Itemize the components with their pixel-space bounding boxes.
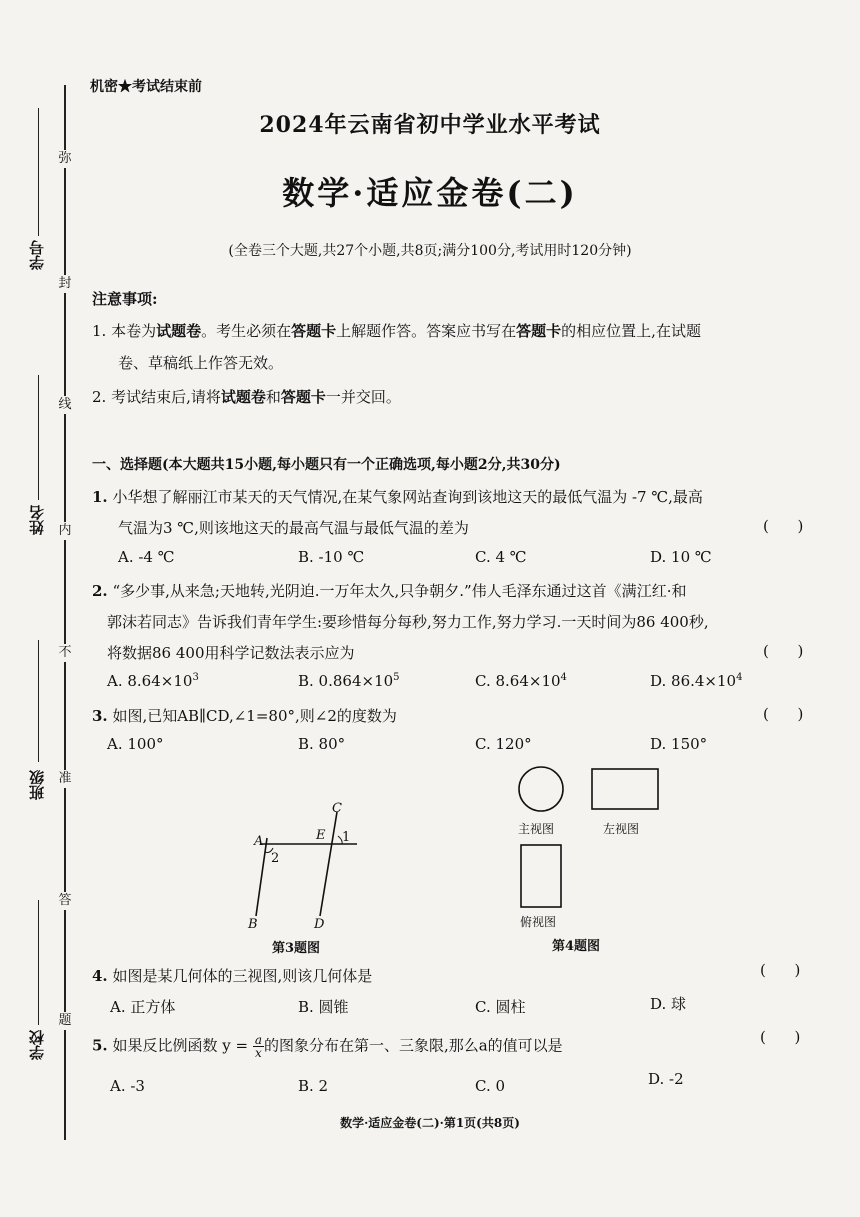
- point-d-label: D: [314, 917, 325, 932]
- option-d: D. 150°: [650, 735, 708, 753]
- seal-char: 准: [56, 770, 74, 788]
- confidential-mark: 机密★考试结束前: [90, 79, 202, 95]
- fraction-denominator: x: [255, 1046, 262, 1060]
- question-2-line3: 将数据86 400用科学记数法表示应为: [107, 644, 355, 662]
- fraction-numerator: a: [254, 1033, 262, 1047]
- answer-blank[interactable]: ( ): [763, 705, 804, 723]
- seal-char: 题: [56, 1012, 74, 1030]
- option-exponent: 4: [736, 672, 743, 683]
- question-number: 2.: [92, 582, 108, 600]
- option-exponent: 3: [192, 672, 199, 683]
- option-b: B. 80°: [298, 735, 346, 753]
- option-a: A. 100°: [107, 735, 164, 753]
- label-student-id: 学号: [28, 240, 46, 270]
- option-a: A. 正方体: [110, 998, 176, 1016]
- option-d: D. -2: [648, 1070, 684, 1088]
- fill-line-name: [38, 375, 39, 500]
- option-d: [650, 672, 742, 690]
- angle-1-label: 1: [342, 830, 351, 845]
- option-c: [475, 672, 567, 690]
- option-text: A. 8.64×10: [107, 672, 193, 690]
- notice-item-2: [92, 386, 401, 407]
- option-b: B. -10 ℃: [298, 548, 365, 566]
- question-2: [92, 580, 686, 601]
- question-number: 1.: [92, 488, 108, 506]
- notice-text: 。考生必须在: [201, 322, 292, 340]
- exam-title: 2024年云南省初中学业水平考试: [259, 112, 601, 138]
- option-d: D. 10 ℃: [650, 548, 712, 566]
- label-class: 班级: [28, 770, 46, 800]
- notice-text: 和: [265, 388, 281, 406]
- question-text: 如果反比例函数 y =: [112, 1036, 253, 1055]
- answer-blank[interactable]: ( ): [760, 961, 801, 979]
- option-exponent: 4: [560, 672, 567, 683]
- point-b-label: B: [248, 917, 258, 932]
- point-c-label: C: [332, 801, 342, 816]
- point-e-label: E: [316, 828, 326, 843]
- question-1: [92, 486, 703, 507]
- question-text: 的图象分布在第一、三象限,那么a的值可以是: [263, 1036, 563, 1055]
- option-text: B. 0.864×10: [298, 672, 394, 690]
- option-text: C. 8.64×10: [475, 672, 561, 690]
- notice-text: 2. 考试结束后,请将: [92, 388, 221, 406]
- exam-note: (全卷三个大题,共27个小题,共8页;满分100分,考试用时120分钟): [228, 243, 632, 259]
- front-view-circle: [519, 767, 563, 811]
- figure-3-caption: 第3题图: [272, 941, 321, 956]
- section-heading: 一、选择题(本大题共15小题,每小题只有一个正确选项,每小题2分,共30分): [92, 457, 561, 473]
- fill-line-class: [38, 640, 39, 762]
- notice-item-1-line2: 卷、草稿纸上作答无效。: [118, 354, 284, 372]
- option-a: A. -3: [110, 1077, 145, 1095]
- question-number: 5.: [92, 1036, 108, 1055]
- option-c: C. 4 ℃: [475, 548, 527, 566]
- answer-blank[interactable]: ( ): [763, 517, 804, 535]
- left-view-rect: [592, 769, 658, 809]
- question-number: 3.: [92, 707, 108, 725]
- option-b: B. 2: [298, 1077, 329, 1095]
- line-ab: [256, 838, 267, 916]
- seal-char: 内: [56, 522, 74, 540]
- option-c: C. 圆柱: [475, 998, 526, 1016]
- answer-blank[interactable]: ( ): [760, 1028, 801, 1046]
- answer-blank[interactable]: ( ): [763, 642, 804, 660]
- option-text: D. 86.4×10: [650, 672, 737, 690]
- option-c: C. 120°: [475, 735, 532, 753]
- label-name: 姓名: [28, 505, 46, 535]
- question-text: 小华想了解丽江市某天的天气情况,在某气象网站查询到该地这天的最低气温为 -7 ℃,最高: [112, 488, 703, 506]
- option-a: [107, 672, 199, 690]
- figure-3-diagram: [240, 800, 380, 935]
- question-2-line2: 郭沫若同志》告诉我们青年学生:要珍惜每分每秒,努力工作,努力学习.一天时间为86 400秒,: [107, 613, 709, 631]
- seal-char: 不: [56, 644, 74, 662]
- question-4: [92, 965, 372, 986]
- top-view-rect: [521, 845, 561, 907]
- notice-keyword: 答题卡: [291, 322, 337, 340]
- option-b: [298, 672, 400, 690]
- notice-keyword: 试题卷: [220, 388, 266, 406]
- front-view-label: 主视图: [518, 822, 555, 836]
- notice-heading: 注意事项:: [92, 290, 158, 308]
- notice-text: 上解题作答。答案应书写在: [336, 322, 517, 340]
- notice-text: 一并交回。: [325, 388, 401, 406]
- seal-char: 答: [56, 892, 74, 910]
- question-5: [92, 1034, 563, 1059]
- option-exponent: 5: [393, 672, 400, 683]
- seal-char: 线: [56, 396, 74, 414]
- seal-char: 弥: [56, 150, 74, 168]
- fill-line-school: [38, 900, 39, 1025]
- question-number: 4.: [92, 967, 108, 985]
- option-d: D. 球: [650, 995, 687, 1013]
- notice-item-1: [92, 320, 701, 341]
- notice-keyword: 试题卷: [156, 322, 202, 340]
- notice-keyword: 答题卡: [516, 322, 562, 340]
- label-school: 学校: [28, 1030, 46, 1060]
- question-1-line2: 气温为3 ℃,则该地这天的最高气温与最低气温的差为: [118, 519, 469, 537]
- page-footer: 数学·适应金卷(二)·第1页(共8页): [340, 1116, 520, 1130]
- notice-text: 1. 本卷为: [92, 322, 157, 340]
- notice-text: 的相应位置上,在试题: [561, 322, 701, 340]
- fraction: [253, 1034, 264, 1059]
- question-text: 如图是某几何体的三视图,则该几何体是: [112, 967, 373, 985]
- point-a-label: A: [254, 834, 264, 849]
- option-c: C. 0: [475, 1077, 506, 1095]
- question-3: [92, 705, 397, 726]
- notice-keyword: 答题卡: [280, 388, 326, 406]
- question-text: 如图,已知AB∥CD,∠1=80°,则∠2的度数为: [112, 707, 397, 725]
- figure-4-caption: 第4题图: [552, 939, 601, 954]
- left-view-label: 左视图: [603, 822, 640, 836]
- seal-char: 封: [56, 275, 74, 293]
- top-view-label: 俯视图: [520, 915, 557, 929]
- exam-subtitle: 数学·适应金卷(二): [282, 174, 578, 212]
- angle-2-label: 2: [271, 851, 280, 866]
- question-text: “多少事,从来急;天地转,光阴迫.一万年太久,只争朝夕.”伟人毛泽东通过这首《满江红·和: [112, 582, 687, 600]
- option-a: A. -4 ℃: [118, 548, 175, 566]
- option-b: B. 圆锥: [298, 998, 349, 1016]
